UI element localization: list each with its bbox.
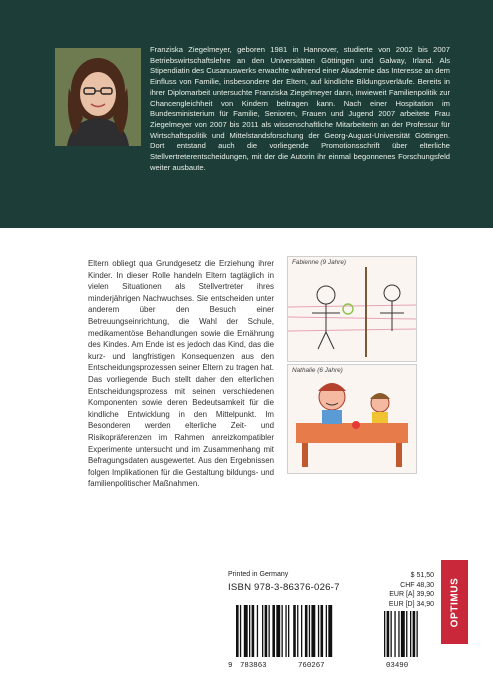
author-section xyxy=(0,0,493,228)
child-drawing-icon xyxy=(288,365,416,473)
price-eur-d: EUR [D] 34,90 xyxy=(388,600,434,608)
drawing-caption-fabienne: Fabienne (9 Jahre) xyxy=(292,259,346,266)
publisher-badge xyxy=(441,560,468,644)
author-bio: Franziska Ziegelmeyer, geboren 1981 in Hannover, studierte von 2002 bis 2007 Betriebswirtschaftslehre an den Universitäten Göttingen und Galway, Irland. Als Stipendiatin des Cusanuswerks erwachte während einer Akademie das Interesse an dem Einfluss von Familie, insbesondere der Eltern, auf kindliche Bildungsverläufe. Bereits in ihrer Diplomarbeit untersuchte Franziska Ziegelmeyer dann, inwieweit Familienpolitik zur Chancengleichheit von Kindern beitragen kann. Nach einer Hospitation im Bundesministerium für Familie, Senioren, Frauen und Jugend 2007 arbeitete Frau Ziegelmeyer von 2007 bis 2011 als wissenschaftliche Mitarbeiterin an der Professur für Wirtschaftspolitik und Mittelstandsforschung der Georg-August-Universität Göttingen. Dort entstand auch die vorliegende Promotionsschrift über elterliche Stellvertreterentscheidungen, mit der die Autorin ihr einmal begonnenes Forschungsfeld weiter ausbaute. xyxy=(150,45,450,172)
printed-in: Printed in Germany xyxy=(228,571,289,578)
price-usd: $ 51,50 xyxy=(410,572,434,579)
author-portrait-icon xyxy=(55,48,141,146)
barcode-icon xyxy=(228,605,434,661)
drawing-caption-nathalie: Nathalie (6 Jahre) xyxy=(292,367,343,374)
barcode-digit-addon: 03490 xyxy=(386,662,409,670)
barcode-digit-group-2: 760267 xyxy=(298,662,325,670)
price-list xyxy=(389,571,434,609)
isbn: ISBN 978-3-86376-026-7 xyxy=(228,582,340,593)
barcode-block xyxy=(228,571,434,675)
price-chf: CHF 48,30 xyxy=(400,581,434,589)
publisher-name: OPTIMUS xyxy=(449,577,461,627)
child-drawing-fabienne xyxy=(287,256,417,362)
child-drawing-nathalie xyxy=(287,364,417,474)
barcode-digit-lead: 9 xyxy=(228,662,233,670)
child-drawing-icon xyxy=(288,257,416,361)
author-photo xyxy=(55,48,141,146)
book-description: Eltern obliegt qua Grundgesetz die Erziehung ihrer Kinder. In dieser Rolle handeln Eltern tagtäglich in vielen Situationen als Stellvertreter ihres minderjährigen Nachwuchses. Sie entscheiden unter anderem über den Besuch einer Betreuungseinrichtung, die Wahl der Schule, medikamentöse Behandlungen sowie die Ernährung des Kindes. Am Ende ist es jedoch das Kind, das die kurz- und langfristigen Konsequenzen aus den Entscheidungsprozessen seiner Eltern zu tragen hat. Das vorliegende Buch stellt daher den elterlichen Entscheidungsprozess mit seinen verschiedenen Komponenten sowie deren Bedeutsamkeit für die kindliche Entwicklung in den Mittelpunkt. Im Besonderen werden elterliche Zeit- und Risikopräferenzen im Rahmen anreizkompatibler Experimente untersucht und im Zusammenhang mit Befragungsdaten ausgewertet. Aus den Ergebnissen folgen Implikationen für die Gestaltung bildungs- und familienpolitischer Maßnahmen. xyxy=(88,259,274,489)
price-eur-a: EUR [A] 39,90 xyxy=(389,591,434,599)
barcode-digit-group-1: 783863 xyxy=(240,662,267,670)
